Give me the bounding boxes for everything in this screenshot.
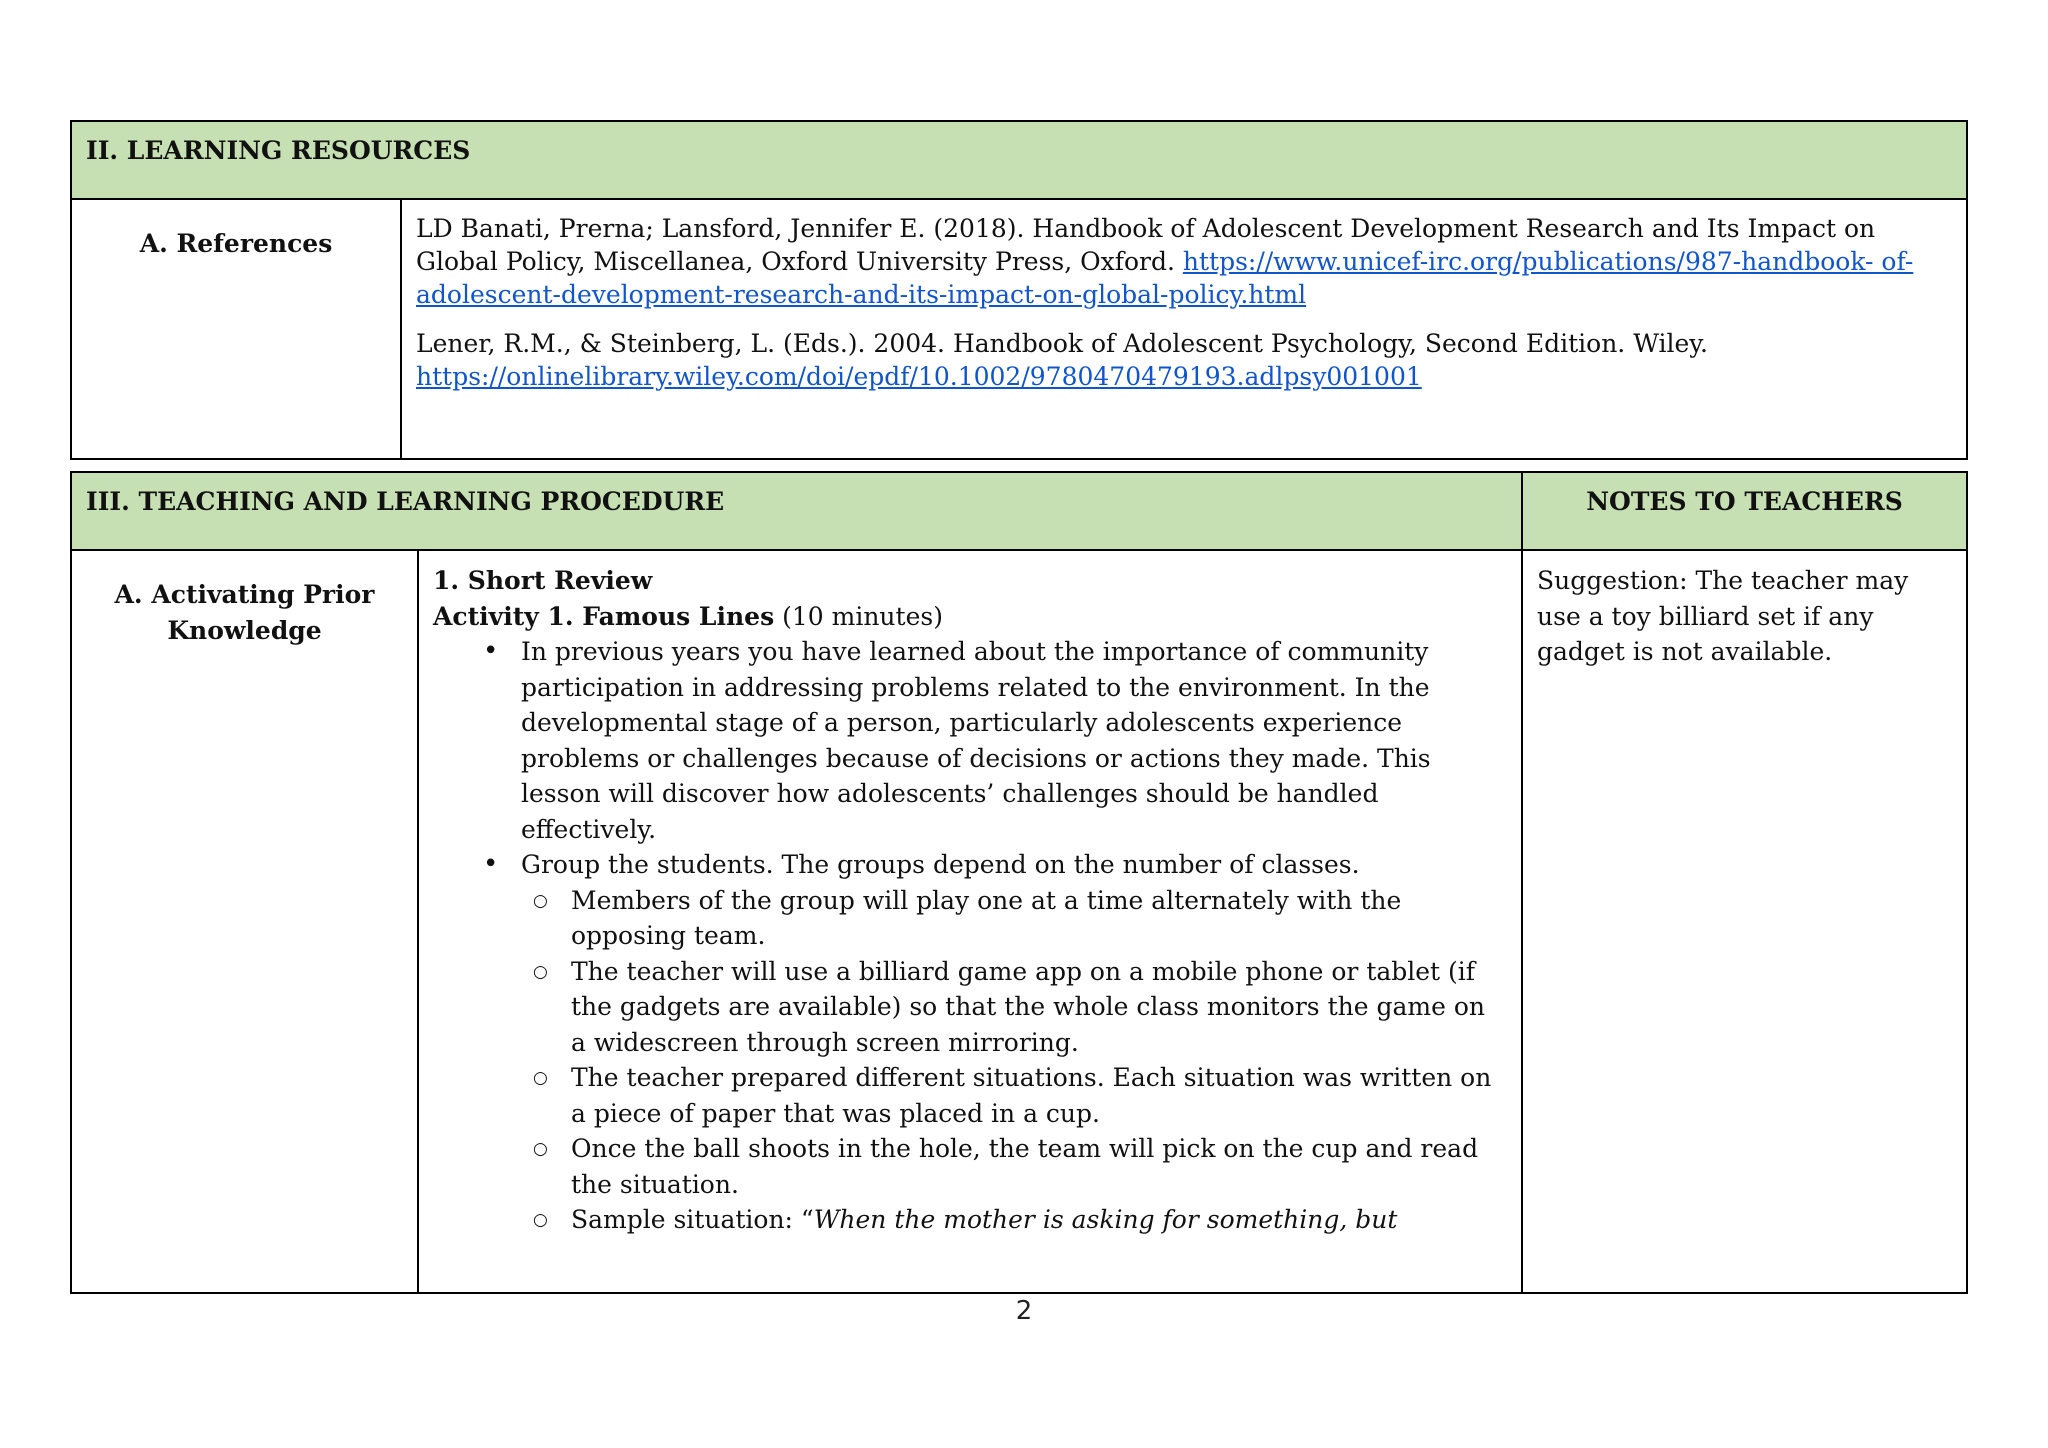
reference-2-link[interactable]: https://onlinelibrary.wiley.com/doi/epdf/10.1002/9780470479193.adlpsy001001 xyxy=(416,362,1422,391)
notes-content xyxy=(1522,550,1967,1293)
learning-resources-header xyxy=(71,121,1967,199)
reference-2 xyxy=(416,327,1952,393)
list-item: • In previous years you have learned about the importance of community participation in addressing problems related to the environment. In the developmental stage of a person, particularly adolescents experience problems or challenges because of decisions or actions they made. This lesson will discover how adolescents’ challenges should be handled effectively. xyxy=(483,634,1507,847)
page-number: 2 xyxy=(1015,1296,1033,1326)
sub-list-item: ○ Members of the group will play one at a time alternately with the opposing team. xyxy=(533,883,1507,954)
sample-situation: When the mother is asking for something, but xyxy=(813,1205,1398,1234)
item-title: 1. Short Review xyxy=(433,566,653,595)
list-item xyxy=(483,847,1507,1238)
activating-prior-knowledge-cell xyxy=(71,550,418,1293)
notes-suggestion: Suggestion: The teacher may use a toy billiard set if any gadget is not available. xyxy=(1537,566,1909,666)
activating-prior-knowledge-label: A. Activating Prior Knowledge xyxy=(114,580,375,645)
notes-header: NOTES TO TEACHERS xyxy=(1586,487,1903,516)
reference-2-text: Lener, R.M., & Steinberg, L. (Eds.). 2004. Handbook of Adolescent Psychology, Second Edition. Wiley. xyxy=(416,329,1708,358)
references-label-cell xyxy=(71,199,401,459)
activity-duration: (10 minutes) xyxy=(774,601,943,631)
procedure-title: III. TEACHING AND LEARNING PROCEDURE xyxy=(86,487,725,516)
sub-list-item: ○ Once the ball shoots in the hole, the team will pick on the cup and read the situation. xyxy=(533,1131,1507,1202)
reference-1-text: LD Banati, Prerna; Lansford, Jennifer E. (2018). Handbook of Adolescent Development Research and Its Impact on Global Policy, Miscellanea, Oxford University Press, Oxford. xyxy=(416,214,1876,276)
activity-line xyxy=(433,599,1507,635)
references-content xyxy=(401,199,1967,459)
bullet-list xyxy=(433,634,1507,1238)
sub-bullet-list xyxy=(483,883,1507,1238)
learning-resources-table xyxy=(70,120,1968,460)
sample-prefix: Sample situation: “ xyxy=(571,1205,814,1234)
teaching-procedure-table xyxy=(70,471,1968,1294)
sub-list-item xyxy=(533,1202,1507,1238)
sub-list-item: ○ The teacher prepared different situations. Each situation was written on a piece of paper that was placed in a cup. xyxy=(533,1060,1507,1131)
list-item-text: Group the students. The groups depend on the number of classes. xyxy=(521,850,1360,879)
procedure-content xyxy=(418,550,1522,1293)
references-label: A. References xyxy=(139,229,333,258)
activity-title: Activity 1. Famous Lines xyxy=(433,601,775,631)
notes-header-cell xyxy=(1522,472,1967,550)
procedure-header xyxy=(71,472,1522,550)
reference-1-link[interactable]: https://www.unicef-irc.org/publications/987-handbook- of-adolescent-development-research-and-its-impact-on-global-policy.html xyxy=(416,247,1914,309)
sub-list-item: ○ The teacher will use a billiard game app on a mobile phone or tablet (if the gadgets are available) so that the whole class monitors the game on a widescreen through screen mirroring. xyxy=(533,954,1507,1061)
learning-resources-title: II. LEARNING RESOURCES xyxy=(86,136,471,165)
reference-1 xyxy=(416,212,1952,311)
